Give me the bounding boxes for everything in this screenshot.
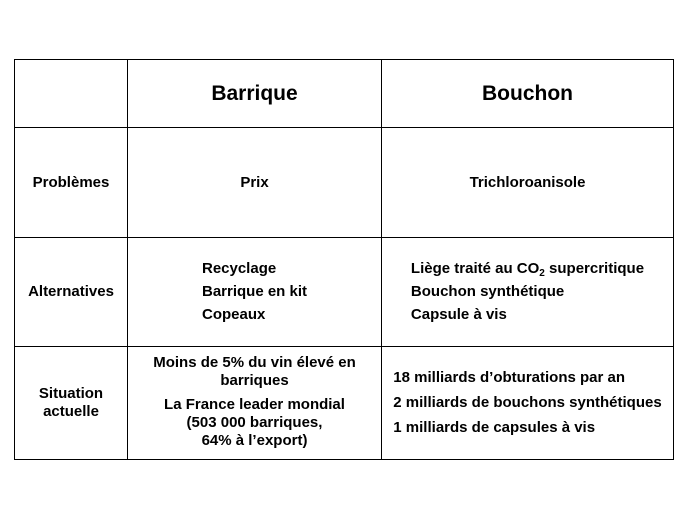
alternatives-bouchon-list [411,255,644,329]
list-item: Recyclage [201,260,277,277]
list-item: Capsule à vis [410,306,507,323]
text-line: 64% à l’export) [201,431,308,449]
header-cell-empty [15,60,128,128]
list-item: Copeaux [201,306,266,323]
situation-bouchon-list [393,362,661,444]
problems-row [15,128,674,238]
situation-bouchon-cell [382,347,674,460]
list-item: Barrique en kit [201,283,308,300]
co2-suffix: supercritique [544,260,645,277]
co2-subscript: 2 [539,268,545,279]
list-item: 1 milliards de capsules à vis [393,419,596,436]
situation-barrique-cell [128,347,382,460]
alternatives-barrique-cell [128,238,382,347]
list-item [411,260,644,278]
alternatives-bouchon-cell [382,238,674,347]
situation-barrique-para2 [128,396,381,450]
text-line: barriques [220,371,289,389]
situation-label-line2: actuelle [43,403,99,420]
alternatives-label: Alternatives [15,238,128,347]
co2-prefix: Liège traité au CO [410,260,540,277]
header-row [15,60,674,128]
problems-bouchon: Trichloroanisole [382,128,674,238]
problems-barrique: Prix [128,128,382,238]
situation-label-line1: Situation [38,385,104,402]
text-line: Moins de 5% du vin élevé en [153,353,356,371]
problems-label: Problèmes [15,128,128,238]
text-line: La France leader mondial [164,395,345,413]
alternatives-row [15,238,674,347]
comparison-table [14,59,674,460]
header-bouchon: Bouchon [382,60,674,128]
header-barrique: Barrique [128,60,382,128]
situation-row [15,347,674,460]
list-item: 2 milliards de bouchons synthétiques [393,394,662,411]
list-item: Bouchon synthétique [410,283,565,300]
list-item: 18 milliards d’obturations par an [393,369,626,386]
situation-label [15,347,128,460]
alternatives-barrique-list [202,255,307,329]
situation-barrique-para1 [128,354,381,390]
text-line: (503 000 barriques, [186,413,323,431]
